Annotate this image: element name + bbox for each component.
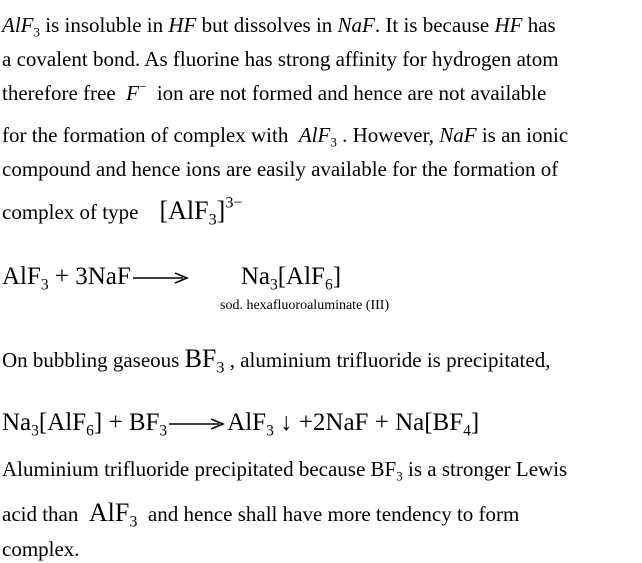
paragraph1-line1: AlF$_3$ is insoluble in HF but dissolves in NaF. It is because HF has [2,13,556,40]
paragraph3-line2: acid than AlF$_3$ and hence shall have more tendency to form [2,498,520,531]
paragraph2-line1: On bubbling gaseous $BF_3$ , aluminium trifluoride is precipitated, [2,344,551,377]
reaction-arrow-icon [133,271,189,285]
bf3-formula: $BF_3$ [184,344,225,377]
paragraph3-line3: complex. [2,537,80,561]
reaction-arrow-icon [169,417,225,431]
alf3-formula: AlF$_3$ [88,498,138,531]
paragraph1-line5: compound and hence ions are easily available for the formation of [2,157,559,181]
paragraph1-line2: a covalent bond. As fluorine has strong affinity for hydrogen atom [2,47,559,71]
paragraph1-line3: therefore free F− ion are not formed and hence are not available [2,78,547,105]
paragraph1-line4: for the formation of complex with AlF$_3$ . However, NaF is an ionic [2,123,569,150]
equation2: $Na_3[AlF_6] + BF_3$ AlF$_3$ ↓ $+2NaF + Na[BF_4]$ [2,409,480,440]
complex-ion-formula: $[AlF_3]^{3-}$ [159,194,243,229]
paragraph3-line1: Aluminium trifluoride precipitated because $BF_3$ is a stronger Lewis [2,457,568,484]
paragraph1-line6: complex of type $[AlF_3]^{3-}$ [2,194,243,229]
product-name-label: sod. hexafluoroaluminate (III) [220,298,390,313]
equation1: AlF$_3$ + 3NaF $Na_3[AlF_6]$ [2,263,342,294]
